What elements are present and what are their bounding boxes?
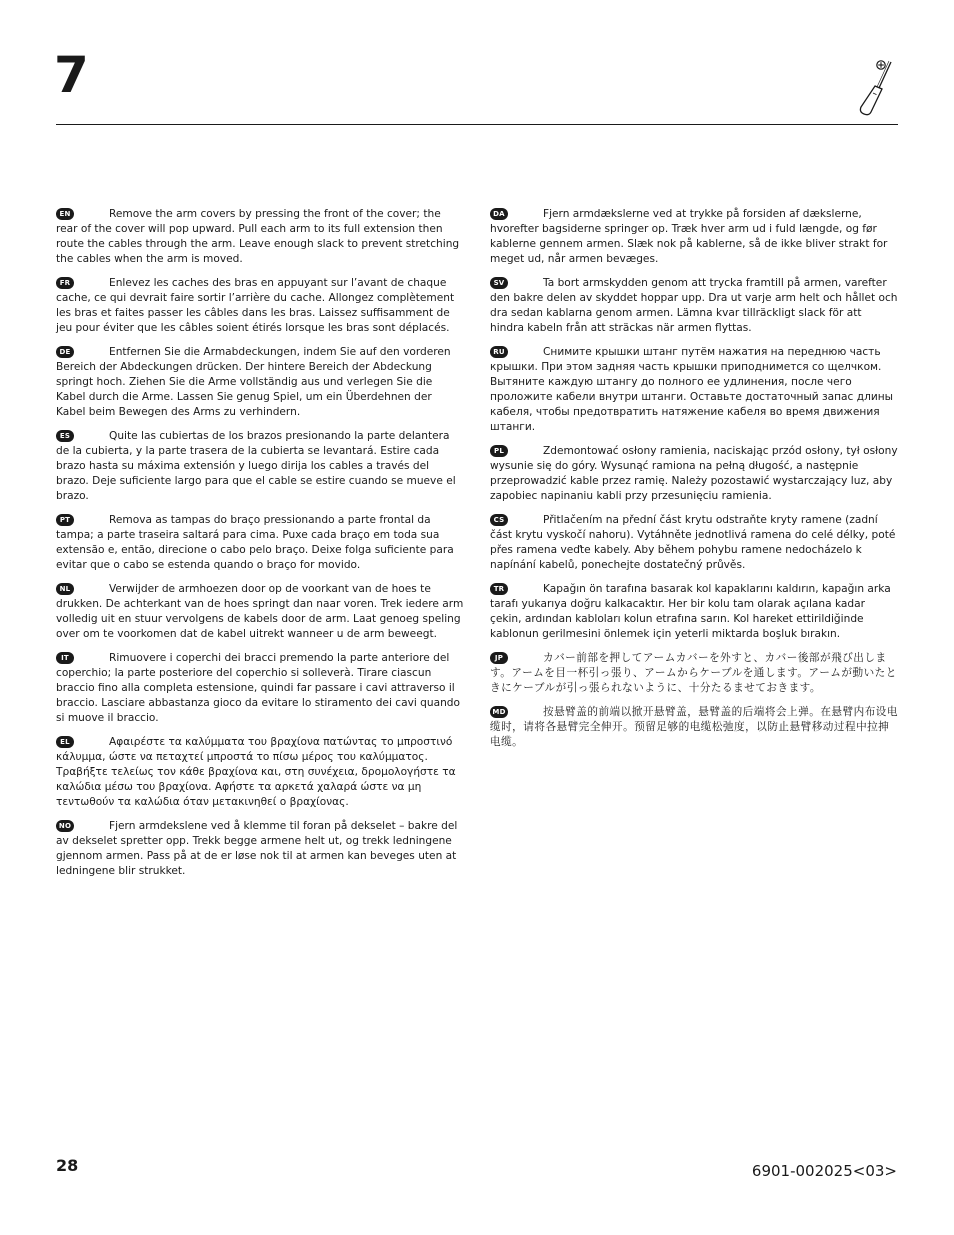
instruction-text: Fjern armdækslerne ved at trykke på forsiden af dækslerne, hvorefter bagsiderne springer op. Træk hver arm ud i fuld længde, og før kablerne gennem armen. Slæk nok på kablerne, så de ikke bliver strakt for meget ud, når armen bevæges. bbox=[490, 208, 888, 265]
language-badge: DE bbox=[56, 346, 74, 358]
instruction-block-ru bbox=[490, 345, 898, 435]
instruction-block-pl bbox=[490, 444, 898, 504]
instruction-text: Fjern armdekslene ved å klemme til foran på dekselet – bakre del av dekselet spretter opp. Trekk begge armene helt ut, og trekk ledningene gjennom armen. Pass på at de er løse nok til at armen kan beveges uten at ledningene blir strukket. bbox=[56, 820, 458, 877]
language-badge: TR bbox=[490, 583, 508, 595]
instruction-text: 按悬臂盖的前端以掀开悬臂盖，悬臂盖的后端将会上弹。在悬臂内布设电缆时，请将各悬臂完全伸开。预留足够的电缆松弛度，以防止悬臂移动过程中拉抻电缆。 bbox=[490, 706, 898, 748]
language-badge: DA bbox=[490, 208, 508, 220]
instruction-text: Entfernen Sie die Armabdeckungen, indem Sie auf den vorderen Bereich der Abdeckungen drücken. Der hintere Bereich der Abdeckung springt hoch. Ziehen Sie die Arme vollständig aus und verlegen Sie die Kabel durch die Arme. Lassen Sie genug Spiel, um ein Überdehnen der Kabel beim Bewegen des Arms zu verhindern. bbox=[56, 346, 451, 418]
instruction-text: カバー前部を押してアームカバーを外すと、カバー後部が飛び出します。アームを目一杯引っ張り、アームからケーブルを通します。アームが動いたときにケーブルが引っ張られないように、十分たるませておきます。 bbox=[490, 652, 897, 694]
instruction-text: Снимите крышки штанг путём нажатия на переднюю часть крышки. При этом задняя часть крышки приподнимется со щелчком. Вытяните каждую штангу до полного ее удлинения, после чего проложите кабели внутри штанги. Оставьте достаточный запас длины кабеля, чтобы предотвратить натяжение кабеля во время движения штанги. bbox=[490, 346, 894, 433]
instruction-text: Αφαιρέστε τα καλύμματα του βραχίονα πατώντας το μπροστινό κάλυμμα, ώστε να πεταχτεί μπροστά το πίσω μέρος του καλύμματος. Τραβήξτε τελείως τον κάθε βραχίονα και, στη συνέχεια, δρομολογήστε τα καλώδια μέσω του βραχίονα. Αφήστε τα αρκετά χαλαρά ώστε να μη τεντωθούν τα καλώδια όταν μετακινηθεί ο βραχίονας. bbox=[56, 736, 456, 808]
language-badge: PT bbox=[56, 514, 74, 526]
language-badge: FR bbox=[56, 277, 74, 289]
instruction-block-en bbox=[56, 207, 464, 267]
instruction-block-cs bbox=[490, 513, 898, 573]
instruction-block-el bbox=[56, 735, 464, 810]
instruction-block-es bbox=[56, 429, 464, 504]
step-number: 7 bbox=[54, 46, 89, 104]
language-badge: CS bbox=[490, 514, 508, 526]
page-number: 28 bbox=[56, 1156, 79, 1175]
instruction-text: Přitlačením na přední část krytu odstraňte kryty ramene (zadní část krytu vyskočí nahoru). Vytáhněte jednotlivá ramena do celé délky, poté přes ramena veďte kabely. Aby během pohybu ramene nedocházelo k napínání kabelů, ponechejte dostatečný průvěs. bbox=[490, 514, 896, 571]
instruction-text: Zdemontować osłony ramienia, naciskając przód osłony, tył osłony wysunie się do góry. Wysunąć ramiona na pełną długość, a następnie przeprowadzić kable przez ramię. Należy pozostawić wystarczający luz, aby zapobiec napinaniu kabli przy przesunięciu ramienia. bbox=[490, 445, 898, 502]
instruction-block-da bbox=[490, 207, 898, 267]
instruction-text: Verwijder de armhoezen door op de voorkant van de hoes te drukken. De achterkant van de hoes springt dan naar voren. Trek iedere arm volledig uit en stuur vervolgens de kabels door de arm. Laat genoeg speling over om te voorkomen dat de kabel uitrekt wanneer u de arm beweegt. bbox=[56, 583, 464, 640]
language-badge: PL bbox=[490, 445, 508, 457]
instruction-block-no bbox=[56, 819, 464, 879]
instruction-block-tr bbox=[490, 582, 898, 642]
document-code: 6901-002025<03> bbox=[751, 1162, 897, 1180]
instruction-text: Kapağın ön tarafına basarak kol kapaklarını kaldırın, kapağın arka tarafı yukarıya doğru kalkacaktır. Her bir kolu tam olarak açılana kadar çekin, ardından kabloları kolun etrafına sarın. Kol hareket ettirildiğinde kablonun gerilmesini önlemek için yeterli miktarda boşluk bırakın. bbox=[490, 583, 891, 640]
language-badge: JP bbox=[490, 652, 508, 664]
instruction-block-it bbox=[56, 651, 464, 726]
language-badge: SV bbox=[490, 277, 508, 289]
instruction-block-md bbox=[490, 705, 898, 750]
language-badge: RU bbox=[490, 346, 508, 358]
instruction-text: Enlevez les caches des bras en appuyant sur l’avant de chaque cache, ce qui devrait faire sortir l’arrière du cache. Allongez complètement les bras et faites passer les câbles dans les bras. Laissez suffisamment de jeu pour éviter que les câbles soient étirés lorsque les bras sont déplacés. bbox=[56, 277, 455, 334]
language-badge: IT bbox=[56, 652, 74, 664]
language-badge: NL bbox=[56, 583, 74, 595]
language-badge: EL bbox=[56, 736, 74, 748]
instruction-text: Ta bort armskydden genom att trycka framtill på armen, varefter den bakre delen av skyddet hoppar upp. Dra ut varje arm helt och hållet och dra sedan kablarna genom armen. Lämna kvar tillräckligt slack för att hindra kabeln från att sträckas när armen flyttas. bbox=[490, 277, 898, 334]
header-divider bbox=[56, 124, 898, 125]
instruction-block-pt bbox=[56, 513, 464, 573]
instruction-text: Remova as tampas do braço pressionando a parte frontal da tampa; a parte traseira saltará para cima. Puxe cada braço em toda sua extensão e, então, direcione o cabo pelo braço. Deixe folga suficiente para evitar que o cabo se estenda quando o braço for movido. bbox=[56, 514, 454, 571]
instruction-block-sv bbox=[490, 276, 898, 336]
instruction-block-nl bbox=[56, 582, 464, 642]
right-column bbox=[490, 207, 898, 759]
left-column bbox=[56, 207, 464, 888]
language-badge: NO bbox=[56, 820, 74, 832]
language-badge: EN bbox=[56, 208, 74, 220]
instruction-block-de bbox=[56, 345, 464, 420]
instruction-text: Rimuovere i coperchi dei bracci premendo la parte anteriore del coperchio; la parte posteriore del coperchio si solleverà. Tirare ciascun braccio fino alla completa estensione, quindi far passare i cavi attraverso il braccio. Lasciare abbastanza gioco da evitare lo stiramento dei cavi quando si muove il braccio. bbox=[56, 652, 461, 724]
instruction-block-fr bbox=[56, 276, 464, 336]
instruction-text: Remove the arm covers by pressing the front of the cover; the rear of the cover will pop upward. Pull each arm to its full extension then route the cables through the arm. Leave enough slack to prevent stretching the cables when the arm is moved. bbox=[56, 208, 460, 265]
language-badge: MD bbox=[490, 706, 508, 718]
instruction-block-jp bbox=[490, 651, 898, 696]
instruction-text: Quite las cubiertas de los brazos presionando la parte delantera de la cubierta, y la parte trasera de la cubierta se levantará. Estire cada brazo hasta su máxima extensión y luego dirija los cables a través del brazo. Deje suficiente largo para que el cable se estire cuando se mueve el brazo. bbox=[56, 430, 456, 502]
screwdriver-icon bbox=[848, 56, 894, 120]
language-badge: ES bbox=[56, 430, 74, 442]
